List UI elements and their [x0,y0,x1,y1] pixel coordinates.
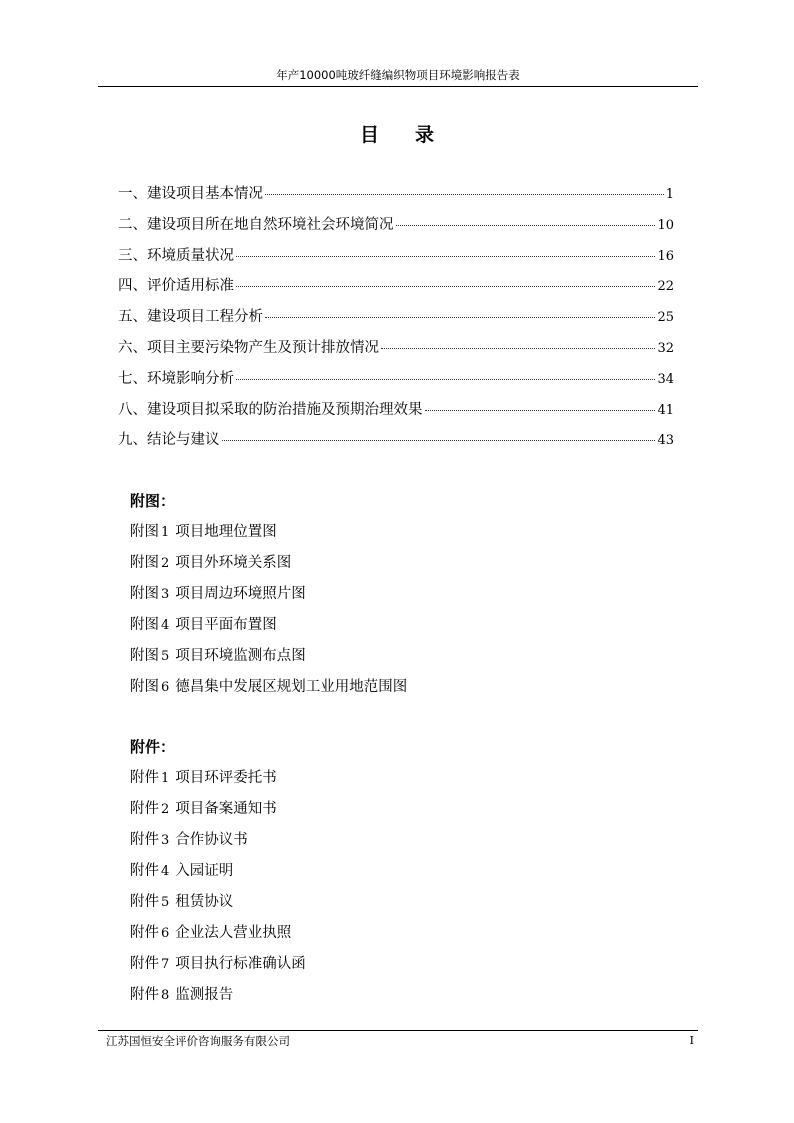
toc-entry[interactable] [118,305,674,336]
toc-entry-page: 43 [657,433,674,449]
figure-item: 附图 4 项目平面布置图 [130,617,277,633]
toc-entry-page: 1 [665,187,674,202]
toc-entry-label: 四、评价适用标准 [118,278,234,295]
footer-company: 江苏国恒安全评价咨询服务有限公司 [106,1034,290,1048]
toc-entry[interactable] [118,213,674,244]
attachment-item: 附件 3 合作协议书 [130,832,248,848]
toc-leader-dots [236,286,655,287]
toc-entry-label: 九、结论与建议 [118,432,220,449]
toc-leader-dots [222,440,656,441]
toc-entry-label: 七、环境影响分析 [118,370,234,387]
toc-entry-label: 一、建设项目基本情况 [118,186,263,202]
toc-entry-label: 五、建设项目工程分析 [118,309,263,326]
toc-entry[interactable] [118,398,674,429]
figures-section [130,486,630,703]
toc-entry[interactable] [118,428,674,459]
toc-entry-page: 10 [657,217,674,233]
figure-item: 附图 1 项目地理位置图 [130,524,277,540]
toc-title: 目录 [359,124,470,146]
attachment-item: 附件 1 项目环评委托书 [130,770,277,786]
header-title: 年产10000吨玻纤缝编织物项目环境影响报告表 [276,68,520,82]
attachment-item: 附件 7 项目执行标准确认函 [130,956,306,972]
toc-leader-dots [381,348,655,349]
toc-leader-dots [236,256,655,257]
toc-entry-page: 32 [657,340,674,356]
toc-entry-page: 22 [657,279,674,295]
attachment-item: 附件 6 企业法人营业执照 [130,925,292,941]
toc-entry-label: 八、建设项目拟采取的防治措施及预期治理效果 [118,401,423,418]
toc-entry[interactable] [118,182,674,213]
toc-leader-dots [265,317,655,318]
toc-entry-page: 34 [657,371,674,387]
toc-entry-label: 六、项目主要污染物产生及预计排放情况 [118,339,379,356]
toc-entry[interactable] [118,367,674,398]
page-footer [98,1030,698,1051]
toc-entry[interactable] [118,336,674,367]
toc-entry-page: 16 [657,248,674,264]
toc-leader-dots [265,194,664,195]
toc-entry-page: 41 [657,402,674,418]
footer-page-number: I [689,1033,694,1047]
toc-entry-label: 二、建设项目所在地自然环境社会环境简况 [118,216,394,233]
toc-entry-label: 三、环境质量状况 [118,247,234,264]
toc-leader-dots [425,410,656,411]
toc-leader-dots [396,225,656,226]
attachment-item: 附件 4 入园证明 [130,863,234,879]
figure-item: 附图 5 项目环境监测布点图 [130,648,306,664]
toc-leader-dots [236,379,655,380]
attachments-section [130,732,630,1011]
toc-entry-page: 25 [657,310,674,326]
attachments-heading: 附件： [130,738,176,756]
toc-entry[interactable] [118,274,674,305]
page-header [98,66,698,87]
table-of-contents [118,182,674,459]
figure-item: 附图 6 德昌集中发展区规划工业用地范围图 [130,679,408,695]
attachment-item: 附件 8 监测报告 [130,987,234,1003]
toc-entry[interactable] [118,244,674,275]
attachment-item: 附件 5 租赁协议 [130,894,234,910]
figure-item: 附图 2 项目外环境关系图 [130,555,292,571]
figure-item: 附图 3 项目周边环境照片图 [130,586,306,602]
figures-heading: 附图： [130,492,176,510]
attachment-item: 附件 2 项目备案通知书 [130,801,277,817]
